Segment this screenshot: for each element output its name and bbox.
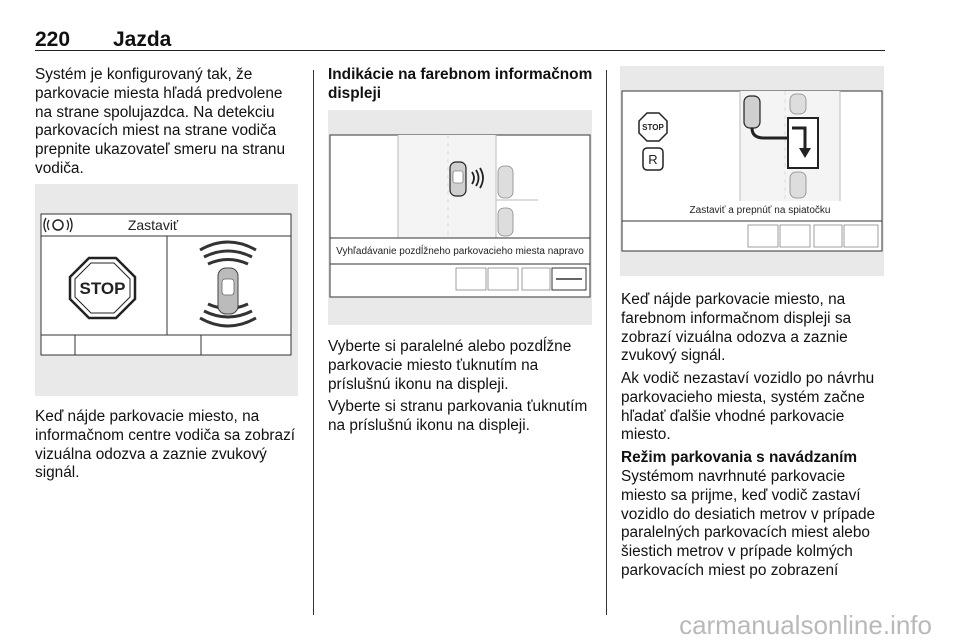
col2-heading: Indikácie na farebnom informačnom displeji: [328, 66, 593, 102]
search-status-text: Vyhľadávanie pozdĺžneho parkovacieho miesta napravo: [336, 246, 584, 257]
ego-car-icon: [744, 96, 760, 128]
parking-target-icon: [788, 118, 818, 168]
figure-color-info-display-stop: [620, 66, 884, 276]
figure-driver-info-center: [35, 184, 298, 396]
stop-sign-label: STOP: [79, 279, 126, 298]
stop-octagon-icon: [639, 113, 667, 141]
col1-paragraph-2: Keď nájde parkovacie miesto, na informačnom centre vodiča sa zobrazí vizuálna odozva a zaznie zvukový signál.: [35, 408, 296, 482]
reverse-gear-icon: [643, 148, 663, 170]
col3-paragraph-3: Systémom navrhnuté parkovacie miesto sa prijme, keď vodič zastaví vozidlo do desiatich metrov v prípade paralelných parkovacích miest alebo šiestich metrov v prípade kolmých parkovacích miest po zobrazení: [621, 468, 876, 579]
page-header: [35, 28, 885, 51]
stop-sign-icon: [70, 258, 135, 318]
col2-paragraph-2: Vyberte si stranu parkovania ťuknutím na príslušnú ikonu na displeji.: [328, 398, 588, 434]
stop-octagon-label: STOP: [642, 123, 664, 132]
col3-paragraph-1: Keď nájde parkovacie miesto, na farebnom informačnom displeji sa zobrazí vizuálna odozva a zaznie zvukový signál.: [621, 291, 852, 365]
page-number: 220: [35, 28, 71, 51]
col2-paragraph-1: Vyberte si paralelné alebo pozdĺžne parkovacie miesto ťuknutím na príslušnú ikonu na displeji.: [328, 338, 572, 393]
stop-status-text: Zastaviť a prepnúť na spiatočku: [689, 205, 831, 216]
reverse-gear-label: R: [648, 152, 658, 167]
watermark: carmanualsonline.info: [679, 610, 932, 640]
screen-title: Zastaviť: [127, 217, 179, 233]
col3-paragraph-2: Ak vodič nezastaví vozidlo po návrhu parkovacieho miesta, systém začne hľadať ďalšie vhodné parkovacie miesto.: [621, 370, 875, 444]
col3-heading: Režim parkovania s navádzaním: [621, 449, 858, 466]
chapter-title: Jazda: [113, 28, 172, 51]
column-divider-2: [606, 70, 607, 615]
col1-paragraph-1: Systém je konfigurovaný tak, že parkovacie miesta hľadá predvolene na strane spolujazdca. Na detekciu parkovacích miest na strane vodiča prepnite ukazovateľ smeru na stranu vodiča.: [35, 66, 286, 177]
figure-color-info-display-search: [328, 110, 592, 325]
column-divider-1: [313, 70, 314, 615]
